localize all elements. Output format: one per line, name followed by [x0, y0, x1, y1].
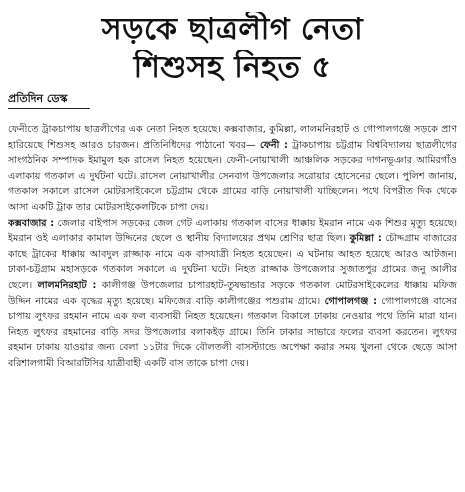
location-tag-feni: ফেনী :: [259, 139, 288, 151]
paragraph-text: ট্রাকচাপায় চট্টগ্রাম বিশ্ববিদ্যালয় ছাত্রলীগের সাংগঠনিক সম্পাদক ইমামুল হক রাসেল নিহত হয়েছেন। ফেনী-নোয়াখালী আঞ্চলিক সড়কের দাগনভূঞার আমিরগাঁও এলাকায় গতকাল এ দুর্ঘটনা ঘটে। রাসেল নোয়াখালীর সেনবাগ উপজেলার সরোয়ার হোসেনের ছেলে। পুলিশ জানায়, গতকাল সকালে রাসেল মোটরসাইকেলে চট্টগ্রাম থেকে গ্রামের বাড়ি নোয়াখালী যাচ্ছিলেন। পথে বিপরীত দিক থেকে আসা একটি ট্রাক তার মোটরসাইকেলটিকে চাপা দেয়।: [8, 139, 457, 213]
paragraph-text: চৌদ্দগ্রাম বাজারের কাছে ট্রাকের ধাক্কায় আবদুল রাজ্জাক নামে এক বাসযাত্রী নিহত হয়েছেন। এ ঘটনায় আহত হয়েছে আরও আটজন। ঢাকা-চট্টগ্রাম মহাসড়কে গতকাল সকালে এ দুর্ঘটনা ঘটে। নিহত রাজ্জাক উপজেলার সুজাতপুর গ্রামের জনু আলীর ছেলে।: [8, 233, 457, 291]
location-tag-lalmonirhat: লালমনিরহাট :: [37, 279, 97, 291]
article-paragraph: [8, 216, 457, 372]
byline-divider: [8, 108, 90, 109]
byline: প্রতিদিন ডেস্ক: [8, 92, 68, 105]
article-paragraph: [8, 122, 457, 216]
paragraph-text: জেলার বাইপাস সড়কের জেল গেট এলাকায় গতকাল বাসের ধাক্কায় ইমরান নামে এক শিশুর মৃত্যু হয়েছে। ইমরান ওই এলাকার কামাল উদ্দিনের ছেলে ও স্থানীয় বিদ্যালয়ের প্রথম শ্রেণির ছাত্র ছিল।: [8, 217, 457, 245]
paragraph-text: গোপালগঞ্জে বাসের চাপায় লুৎফর রহমান নামে এক ফল ব্যবসায়ী নিহত হয়েছেন। গতকাল বিকালে ঢাকায় নেওয়ার পথে তিনি মারা যান। নিহত লুৎফর রহমানের বাড়ি সদর উপজেলার বলাকইড় গ্রামে। তিনি ঢাকার সাভারে ফলের ব্যবসা করতেন। লুৎফর রহমান ঢাকায় যাওয়ার জন্য বেলা ১১টার দিকে বৌলতলী বাসস্ট্যান্ডে অপেক্ষা করার সময় খুলনা থেকে ছেড়ে আসা বরিশালগামী বিআরটিসির যাত্রীবাহী একটি বাস তাকে চাপা দেয়।: [8, 295, 457, 369]
paragraph-text: কালীগঞ্জ উপজেলার চাপারহাট-তুষভান্ডার সড়কে গতকাল মোটরসাইকেলের ধাক্কায় মফিজ উদ্দিন নামের এক বৃদ্ধের মৃত্যু হয়েছে। মফিজের বাড়ি কালীগঞ্জের পশুরাম গ্রামে।: [8, 279, 457, 307]
article-body: [8, 122, 457, 488]
location-tag-coxsbazar: কক্সবাজার :: [8, 217, 55, 229]
headline-line-1: সড়কে ছাত্রলীগ নেতা: [101, 12, 364, 47]
headline-line-2: শিশুসহ নিহত ৫: [133, 50, 332, 85]
location-tag-gopalganj: গোপালগঞ্জ :: [324, 295, 377, 307]
location-tag-cumilla: কুমিল্লা :: [349, 233, 382, 245]
paragraph-text: ফেনীতে ট্রাকচাপায় ছাত্রলীগের এক নেতা নিহত হয়েছে। কক্সবাজার, কুমিল্লা, লালমনিরহাট ও গোপালগঞ্জে সড়কে প্রাণ হারিয়েছে শিশুসহ আরও চারজন। প্রতিনিধিদের পাঠানো খবর—: [8, 124, 457, 151]
